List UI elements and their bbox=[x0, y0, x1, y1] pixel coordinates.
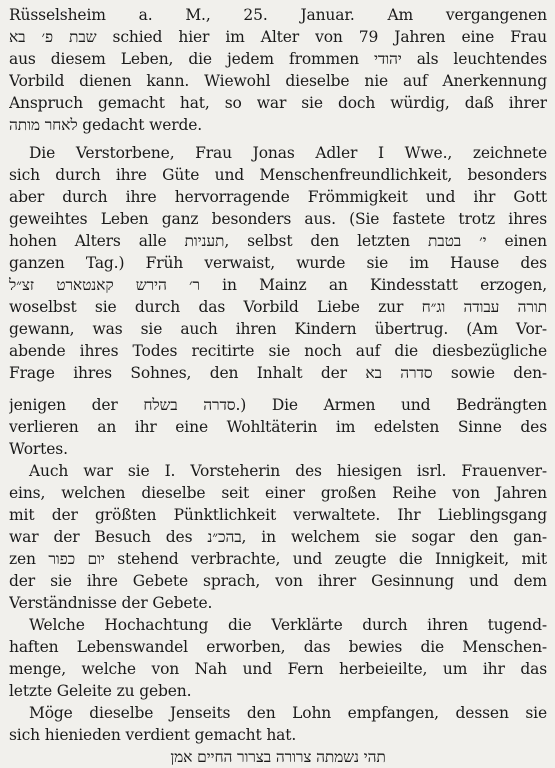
paragraph bbox=[9, 460, 547, 614]
text-line: jenigen der סדרה בשלח.) Die Armen und Bedrängten bbox=[9, 396, 547, 414]
paragraph bbox=[9, 4, 547, 136]
text-line: abende ihres Todes recitirte sie noch auf die diesbezügliche bbox=[9, 342, 547, 360]
text-line: Rüsselsheim a. M., 25. Januar. Am vergangenen bbox=[9, 6, 547, 24]
text-line: eins, welchen dieselbe seit einer großen Reihe von Jahren bbox=[9, 484, 547, 502]
text-line: ganzen Tag.) Früh verwaist, wurde sie im Hause des bbox=[9, 254, 547, 272]
text-line: ר׳ הירש קאנטארט זצ״ל in Mainz an Kindesstatt erzogen, bbox=[9, 276, 547, 294]
text-line: zen יום כפור stehend verbrachte, und zeugte die Innigkeit, mit bbox=[9, 550, 547, 568]
text-line: sich durch ihre Güte und Menschenfreundlichkeit, besonders bbox=[9, 166, 547, 184]
text-line: war der Besuch des בהכ״נ, in welchem sie sogar den gan- bbox=[9, 528, 547, 546]
text-line: Wortes. bbox=[9, 440, 68, 458]
text-line: letzte Geleite zu geben. bbox=[9, 682, 192, 700]
text-line: verlieren an ihr eine Wohltäterin im edelsten Sinne des bbox=[9, 418, 547, 436]
text-line: sich hienieden verdient gemacht hat. bbox=[9, 726, 297, 744]
text-line: Frage ihres Sohnes, den Inhalt der סדרה בא sowie den- bbox=[9, 364, 547, 382]
closing-blessing: תהי נשמתה צרורה בצרור החיים אמן bbox=[170, 748, 386, 766]
text-line: aus diesem Leben, die jedem frommen יהודי als leuchtendes bbox=[9, 50, 547, 68]
text-line: aber durch ihre hervorragende Frömmigkeit und ihr Gott bbox=[9, 188, 547, 206]
text-line: Vorbild dienen kann. Wiewohl dieselbe nie auf Anerkennung bbox=[9, 72, 547, 90]
text-line: mit der größten Pünktlichkeit verwaltete. Ihr Lieblingsgang bbox=[9, 506, 547, 524]
text-line: Anspruch gemacht hat, so war sie doch würdig, daß ihrer bbox=[9, 94, 547, 112]
text-line: שבת פ׳ בא schied hier im Alter von 79 Jahren eine Frau bbox=[9, 28, 547, 46]
text-line: Auch war sie I. Vorsteherin des hiesigen isrl. Frauenver- bbox=[29, 462, 547, 480]
text-line: Verständnisse der Gebete. bbox=[9, 594, 213, 612]
text-line: Die Verstorbene, Frau Jonas Adler I Wwe., zeichnete bbox=[29, 144, 547, 162]
text-line: Möge dieselbe Jenseits den Lohn empfangen, dessen sie bbox=[29, 704, 547, 722]
paragraph bbox=[9, 702, 547, 746]
paragraph bbox=[9, 142, 547, 384]
text-line: לאחר מותה gedacht werde. bbox=[9, 116, 203, 134]
text-line: menge, welche von Nah und Fern herbeieilte, um ihr das bbox=[9, 660, 547, 678]
text-line: haften Lebenswandel erworben, das bewies die Menschen- bbox=[9, 638, 547, 656]
paragraph bbox=[9, 394, 547, 460]
newspaper-article bbox=[9, 4, 547, 768]
text-line: gewann, was sie auch ihren Kindern übertrug. (Am Vor- bbox=[9, 320, 547, 338]
text-line: woselbst sie durch das Vorbild Liebe zur תורה עבודה וג״ח bbox=[9, 298, 547, 316]
text-line: geweihtes Leben ganz besonders aus. (Sie fastete trotz ihres bbox=[9, 210, 547, 228]
text-line: Welche Hochachtung die Verklärte durch ihren tugend- bbox=[29, 616, 547, 634]
text-line: hohen Alters alle תעניות, selbst den letzten י׳ בטבת einen bbox=[9, 232, 547, 250]
paragraph bbox=[9, 614, 547, 702]
text-line: der sie ihre Gebete sprach, von ihrer Gesinnung und dem bbox=[9, 572, 547, 590]
